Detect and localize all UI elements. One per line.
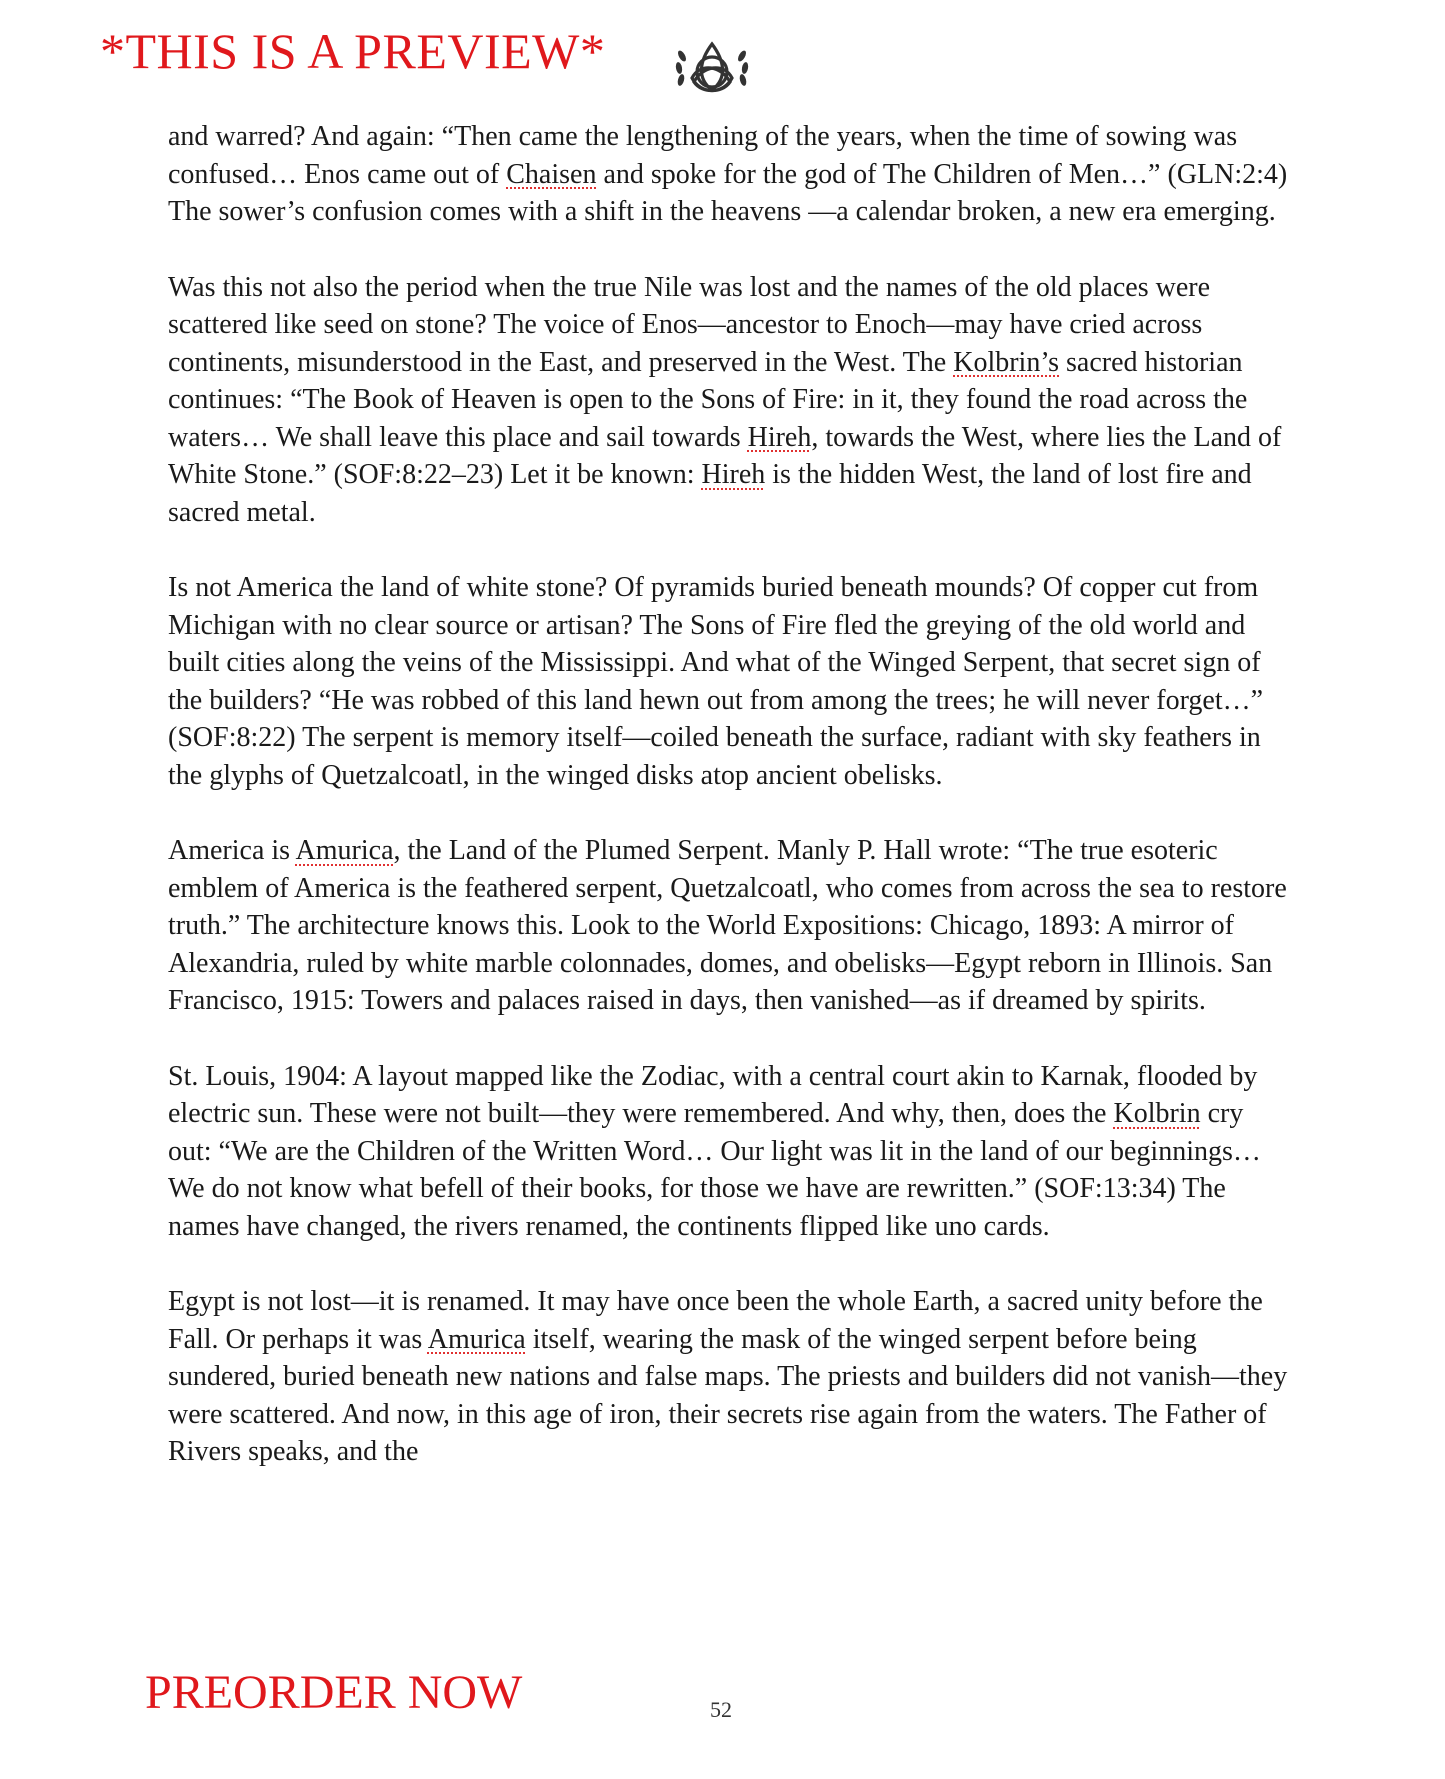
text-run: sacred historian continues: “The Book of Heaven is open to the Sons of Fire: in it, they found the road across the waters… We shall leave this place and sail towards bbox=[168, 346, 1248, 453]
spellcheck-word: Kolbrin bbox=[1113, 1098, 1201, 1129]
paragraph-3 bbox=[168, 569, 1293, 794]
spellcheck-word: Hireh bbox=[747, 421, 812, 453]
triquetra-laurel-icon bbox=[672, 38, 752, 100]
text-run: cry out: “We are the Children of the Written Word… Our light was lit in the land of our beginnings… We do not know what befell of their books, for those we have are rewritten.” (SOF:13:34) The names have changed, the rivers renamed, the continents flipped like uno cards. bbox=[168, 1098, 1261, 1242]
page-body bbox=[168, 118, 1293, 1509]
spellcheck-word: Amurica bbox=[427, 1323, 526, 1355]
text-run: , the Land of the Plumed Serpent. Manly P. Hall wrote: “The true esoteric emblem of America is the feathered serpent, Quetzalcoatl, who comes from across the sea to restore truth.” The architecture knows this. Look to the World Expositions: Chicago, 1893: A mirror of Alexandria, ruled by white marble colonnades, domes, and obelisks—Egypt reborn in Illinois. San Francisco, 1915: Towers and palaces raised in days, then vanished—as if dreamed by spirits. bbox=[168, 835, 1287, 1016]
paragraph-4 bbox=[168, 832, 1293, 1020]
spellcheck-word: Amurica bbox=[295, 835, 394, 866]
text-run: St. Louis, 1904: A layout mapped like the Zodiac, with a central court akin to Karnak, flooded by electric sun. These were not built—they were remembered. And why, then, does the bbox=[168, 1060, 1258, 1129]
spellcheck-word: Kolbrin’s bbox=[953, 346, 1059, 378]
text-run: America is bbox=[168, 835, 296, 866]
text-run: Egypt is not lost—it is renamed. It may have once been the whole Earth, a sacred unity before the Fall. Or perhaps it was bbox=[168, 1286, 1263, 1355]
preorder-cta: PREORDER NOW bbox=[145, 1666, 523, 1719]
paragraph-1 bbox=[168, 118, 1293, 231]
page-number: 52 bbox=[710, 1697, 732, 1722]
text-run: and spoke for the god of The Children of Men…” (GLN:2:4) The sower’s confusion comes with a shift in the heavens —a calendar broken, a new era emerging. bbox=[168, 158, 1288, 227]
text-run: is the hidden West, the land of lost fire and sacred metal. bbox=[168, 459, 1252, 528]
spellcheck-word: Chaisen bbox=[506, 158, 597, 190]
preview-banner: *THIS IS A PREVIEW* bbox=[100, 23, 606, 79]
paragraph-2 bbox=[168, 269, 1293, 532]
text-run: and warred? And again: “Then came the lengthening of the years, when the time of sowing was confused… Enos came out of bbox=[168, 121, 1238, 190]
text-run: Was this not also the period when the true Nile was lost and the names of the old places were scattered like seed on stone? The voice of Enos—ancestor to Enoch—may have cried across continents, misunderstood in the East, and preserved in the West. The bbox=[168, 271, 1211, 378]
paragraph-6 bbox=[168, 1283, 1293, 1471]
paragraph-5 bbox=[168, 1058, 1293, 1246]
text-run: , towards the West, where lies the Land of White Stone.” (SOF:8:22–23) Let it be known: bbox=[168, 421, 1282, 490]
text-run: Is not America the land of white stone? Of pyramids buried beneath mounds? Of copper cut from Michigan with no clear source or artisan? The Sons of Fire fled the greying of the old world and built cities along the veins of the Mississippi. And what of the Winged Serpent, that secret sign of the builders? “He was robbed of this land hewn out from among the trees; he will never forget…” (SOF:8:22) The serpent is memory itself—coiled beneath the surface, radiant with sky feathers in the glyphs of Quetzalcoatl, in the winged disks atop ancient obelisks. bbox=[168, 572, 1264, 791]
text-run: itself, wearing the mask of the winged serpent before being sundered, buried beneath new nations and false maps. The priests and builders did not vanish—they were scattered. And now, in this age of iron, their secrets rise again from the waters. The Father of Rivers speaks, and the bbox=[168, 1323, 1288, 1467]
spellcheck-word: Hireh bbox=[701, 459, 766, 490]
